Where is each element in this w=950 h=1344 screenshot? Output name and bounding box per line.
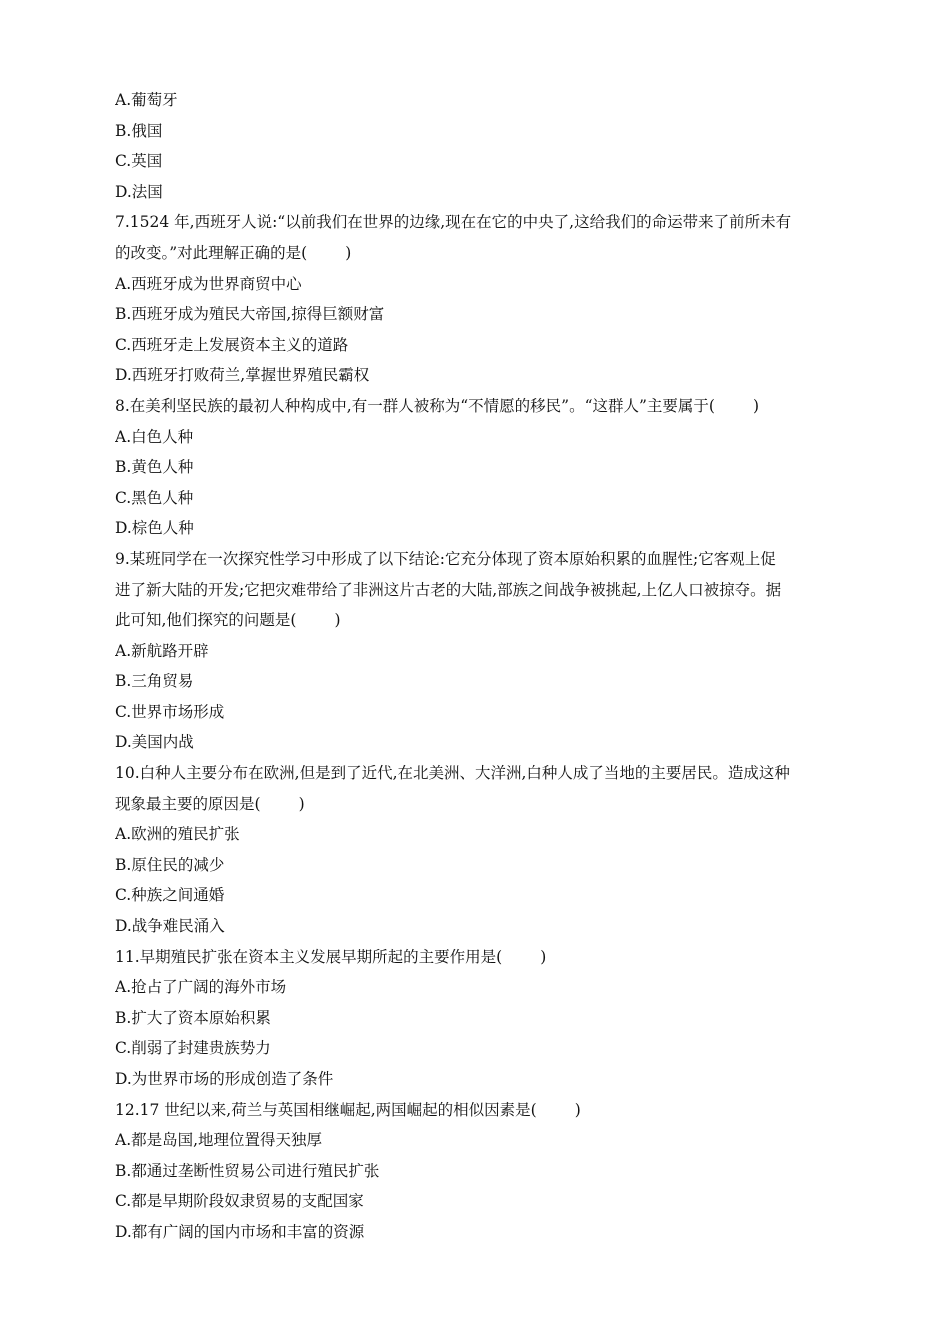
option-a: A.新航路开辟: [115, 641, 209, 660]
option-b: B.黄色人种: [115, 458, 194, 477]
option-c: C.黑色人种: [115, 488, 194, 507]
option-c: C.削弱了封建贵族势力: [115, 1039, 271, 1058]
question-11: [115, 942, 840, 1095]
option-c: C.英国: [115, 152, 163, 171]
question-stem: 7.1524 年,西班牙人说:“以前我们在世界的边缘,现在在它的中央了,这给我们的命运带来了前所未有: [115, 213, 792, 232]
question-10: [115, 758, 840, 942]
question-stem: 12.17 世纪以来,荷兰与英国相继崛起,两国崛起的相似因素是( ): [115, 1100, 581, 1119]
option-a: A.西班牙成为世界商贸中心: [115, 274, 302, 293]
option-b: B.扩大了资本原始积累: [115, 1008, 271, 1027]
question-8: [115, 391, 840, 544]
option-a: A.都是岛国,地理位置得天独厚: [115, 1131, 323, 1150]
option-c: C.西班牙走上发展资本主义的道路: [115, 335, 349, 354]
option-b: B.西班牙成为殖民大帝国,掠得巨额财富: [115, 305, 385, 324]
option-c: C.种族之间通婚: [115, 886, 225, 905]
question-stem: 现象最主要的原因是( ): [115, 794, 305, 813]
option-a: A.抢占了广阔的海外市场: [115, 978, 287, 997]
option-b: B.三角贸易: [115, 672, 194, 691]
option-d: D.为世界市场的形成创造了条件: [115, 1070, 334, 1088]
option-a: A.欧洲的殖民扩张: [115, 825, 240, 844]
question-9: [115, 544, 840, 758]
option-a: A.葡萄牙: [115, 91, 178, 109]
question-stem: 9.某班同学在一次探究性学习中形成了以下结论:它充分体现了资本原始积累的血腥性;它客观上促: [115, 549, 776, 568]
question-stem: 此可知,他们探究的问题是( ): [115, 611, 341, 630]
question-stem: 8.在美利坚民族的最初人种构成中,有一群人被称为“不情愿的移民”。“这群人”主要属于( ): [115, 396, 760, 415]
option-d: D.美国内战: [115, 733, 194, 752]
option-d: D.法国: [115, 182, 163, 201]
question-stem: 的改变。”对此理解正确的是( ): [115, 243, 352, 262]
option-c: C.都是早期阶段奴隶贸易的支配国家: [115, 1192, 364, 1211]
worksheet-page: [115, 85, 840, 1248]
option-b: B.俄国: [115, 121, 163, 140]
option-d: D.西班牙打败荷兰,掌握世界殖民霸权: [115, 366, 370, 385]
question-stem: 进了新大陆的开发;它把灾难带给了非洲这片古老的大陆,部族之间战争被挑起,上亿人口被掠夺。据: [115, 580, 782, 599]
question-stem: 11.早期殖民扩张在资本主义发展早期所起的主要作用是( ): [115, 947, 547, 966]
question-stem: 10.白种人主要分布在欧洲,但是到了近代,在北美洲、大洋洲,白种人成了当地的主要居民。造成这种: [115, 764, 790, 783]
option-d: D.棕色人种: [115, 519, 194, 538]
question-7: [115, 207, 840, 391]
option-d: D.都有广阔的国内市场和丰富的资源: [115, 1222, 365, 1241]
option-b: B.原住民的减少: [115, 855, 225, 874]
question-12: [115, 1095, 840, 1248]
option-d: D.战争难民涌入: [115, 917, 225, 936]
option-c: C.世界市场形成: [115, 702, 225, 721]
option-a: A.白色人种: [115, 427, 194, 446]
option-b: B.都通过垄断性贸易公司进行殖民扩张: [115, 1161, 380, 1180]
